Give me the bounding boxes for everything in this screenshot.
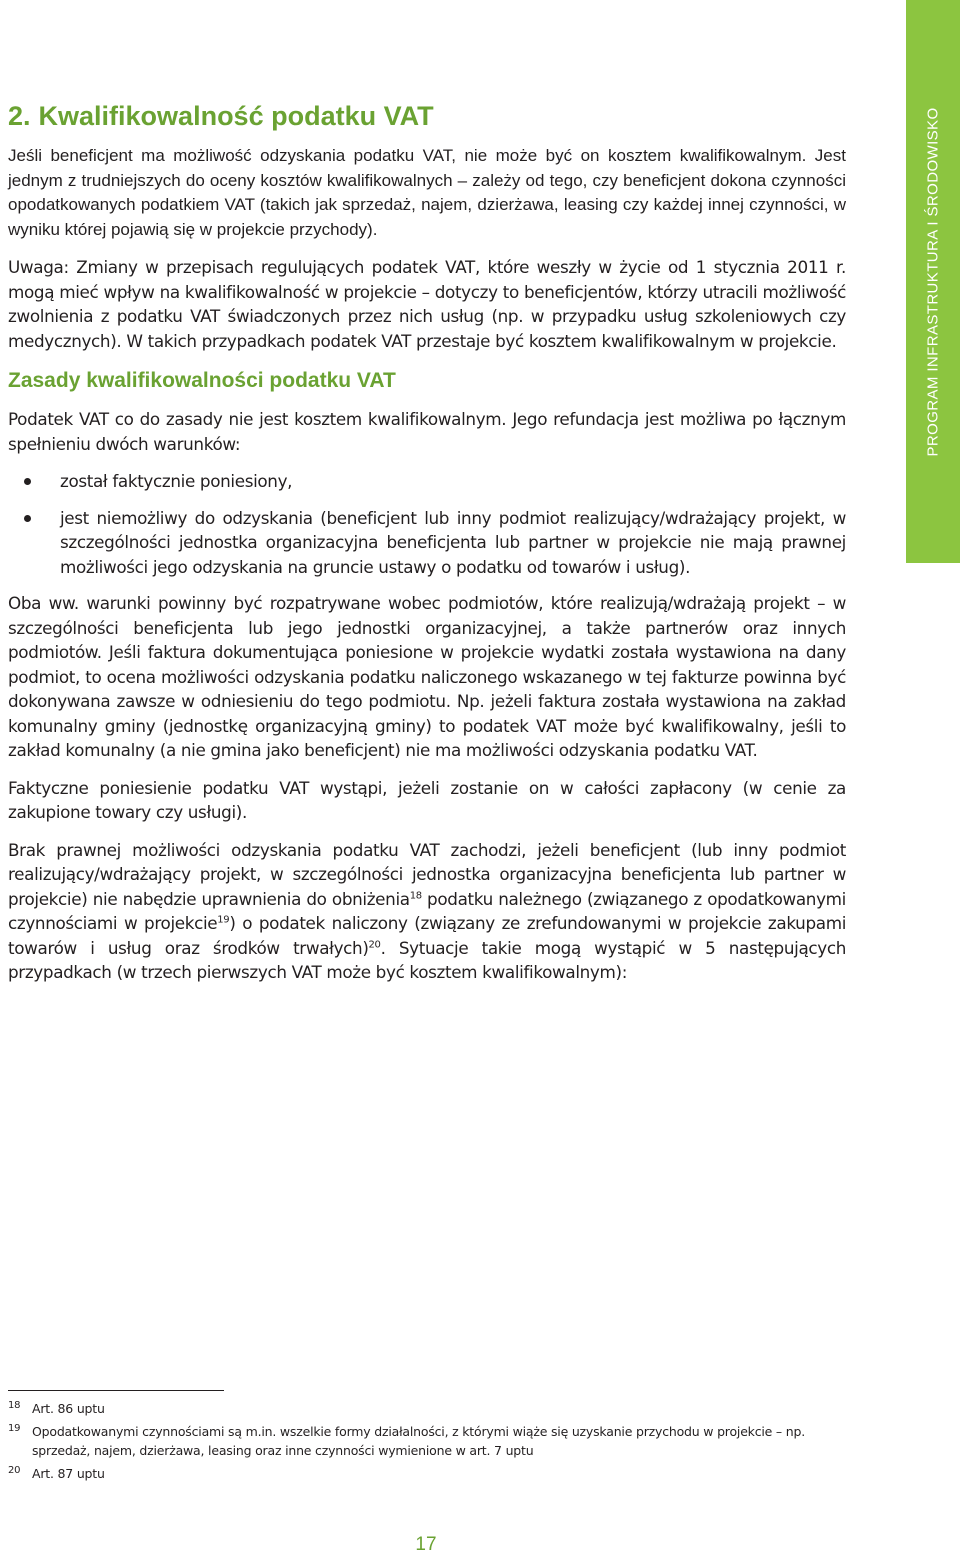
list-item-text: jest niemożliwy do odzyskania (beneficjent lub inny podmiot realizujący/wdrażający projekt, w szczególności jednostka organizacyjna beneficjenta lub partner w projekcie nie mają prawnej możliwości jego odzyskania na gruncie ustawy o podatku od towarów i usług). — [60, 507, 846, 577]
main-content — [8, 96, 846, 998]
list-item — [8, 469, 846, 494]
subheading: Zasady kwalifikowalności podatku VAT — [8, 369, 396, 392]
side-band — [906, 0, 960, 563]
intro-paragraph: Jeśli beneficjent ma możliwość odzyskania podatku VAT, nie może być on kosztem kwalifikowalnym. Jest jednym z trudniejszych do oceny kosztów kwalifikowalnych – zależy od tego, czy beneficjent dokona czynności opodatkowanych podatkiem VAT (takich jak sprzedaż, najem, dzierżawa, leasing czy każdej innej czynności, w wyniku której pojawią się w projekcie przychody). — [8, 146, 846, 239]
footnote-ref-20[interactable]: 20 — [368, 938, 381, 950]
section-title: Kwalifikowalność podatku VAT — [38, 101, 434, 131]
footnote-number: 18 — [8, 1400, 21, 1411]
footnote-number: 20 — [8, 1465, 21, 1476]
no-recovery-text-1: Brak prawnej możliwości odzyskania podatku VAT zachodzi, jeżeli beneficjent (lub inny podmiot realizujący/wdrażający projekt, w szczególności jednostka organizacyjna beneficjenta lub partner w projekcie) nie nabędzie uprawnienia do obniżenia — [8, 839, 846, 909]
no-recovery-text-3: ) o podatek naliczony (związany ze zrefundowanymi w projekcie zakupami towarów i usług oraz środków trwałych) — [8, 913, 847, 958]
footnote-number: 19 — [8, 1423, 21, 1434]
page-number: 17 — [415, 1534, 437, 1555]
no-recovery-text-2: podatku należnego (związanego z opodatkowanymi czynnościami w projekcie — [8, 888, 846, 933]
footnote-text: Art. 87 uptu — [32, 1466, 105, 1481]
both-conditions-paragraph: Oba ww. warunki powinny być rozpatrywane wobec podmiotów, które realizują/wdrażają projekt – w szczególności beneficjenta lub jego jednostki organizacyjnej, a także partnerów oraz innych podmiotów. Jeśli faktura dokumentująca poniesione w projekcie wydatki została wystawiona na dany podmiot, to ocena możliwości odzyskania podatku naliczonego wskazanego w tej fakturze powinna być dokonywana zawsze w odniesieniu do tego podmiotu. Np. jeżeli faktura została wystawiona na zakład komunalny gminy (jednostkę organizacyjną gminy) to podatek VAT może być kwalifikowalny, jeśli to zakład komunalny (a nie gmina jako beneficjent) nie ma możliwości odzyskania podatku VAT. — [8, 593, 846, 760]
rule-intro-paragraph: Podatek VAT co do zasady nie jest kosztem kwalifikowalnym. Jego refundacja jest możliwa po łącznym spełnieniu dwóch warunków: — [8, 409, 846, 454]
actual-payment-paragraph: Faktyczne poniesienie podatku VAT wystąpi, jeżeli zostanie on w całości zapłacony (w cenie za zakupione towary czy usługi). — [8, 777, 846, 822]
footnote-text: Art. 86 uptu — [32, 1401, 105, 1416]
footnote-ref-19[interactable]: 19 — [217, 914, 230, 926]
conditions-list — [8, 469, 846, 579]
footnote-20 — [8, 1464, 848, 1483]
bullet-icon — [24, 515, 31, 522]
list-item-text: został faktycznie poniesiony, — [60, 471, 293, 491]
section-heading — [8, 96, 846, 136]
side-band-label: PROGRAM INFRASTRUKTURA I ŚRODOWISKO — [924, 106, 942, 457]
section-number: 2. — [8, 101, 31, 131]
footnotes — [8, 1390, 848, 1487]
footnote-text: Opodatkowanymi czynnościami są m.in. wszelkie formy działalności, z którymi wiąże się uzyskanie przychodu w projekcie – np. sprzedaż, najem, dzierżawa, leasing oraz inne czynności wymienione w art. 7 uptu — [32, 1424, 805, 1458]
note-paragraph: Uwaga: Zmiany w przepisach regulujących podatek VAT, które weszły w życie od 1 stycznia 2011 r. mogą mieć wpływ na kwalifikowalność w projekcie – dotyczy to beneficjentów, którzy utracili możliwość zwolnienia z podatku VAT świadczonych przez nich usług (np. w przypadku usług szkoleniowych czy medycznych). W takich przypadkach podatek VAT przestaje być kosztem kwalifikowalnym w projekcie. — [8, 257, 846, 351]
bullet-icon — [24, 478, 31, 485]
footnote-divider — [8, 1390, 224, 1391]
footnote-18 — [8, 1399, 848, 1418]
no-recovery-paragraph — [8, 838, 846, 985]
footnote-ref-18[interactable]: 18 — [409, 889, 422, 901]
no-recovery-text-4: . Sytuacje takie mogą wystąpić w 5 następujących przypadkach (w trzech pierwszych VAT może być kosztem kwalifikowalnym): — [8, 937, 846, 982]
list-item — [8, 506, 846, 580]
footnote-19 — [8, 1422, 848, 1460]
